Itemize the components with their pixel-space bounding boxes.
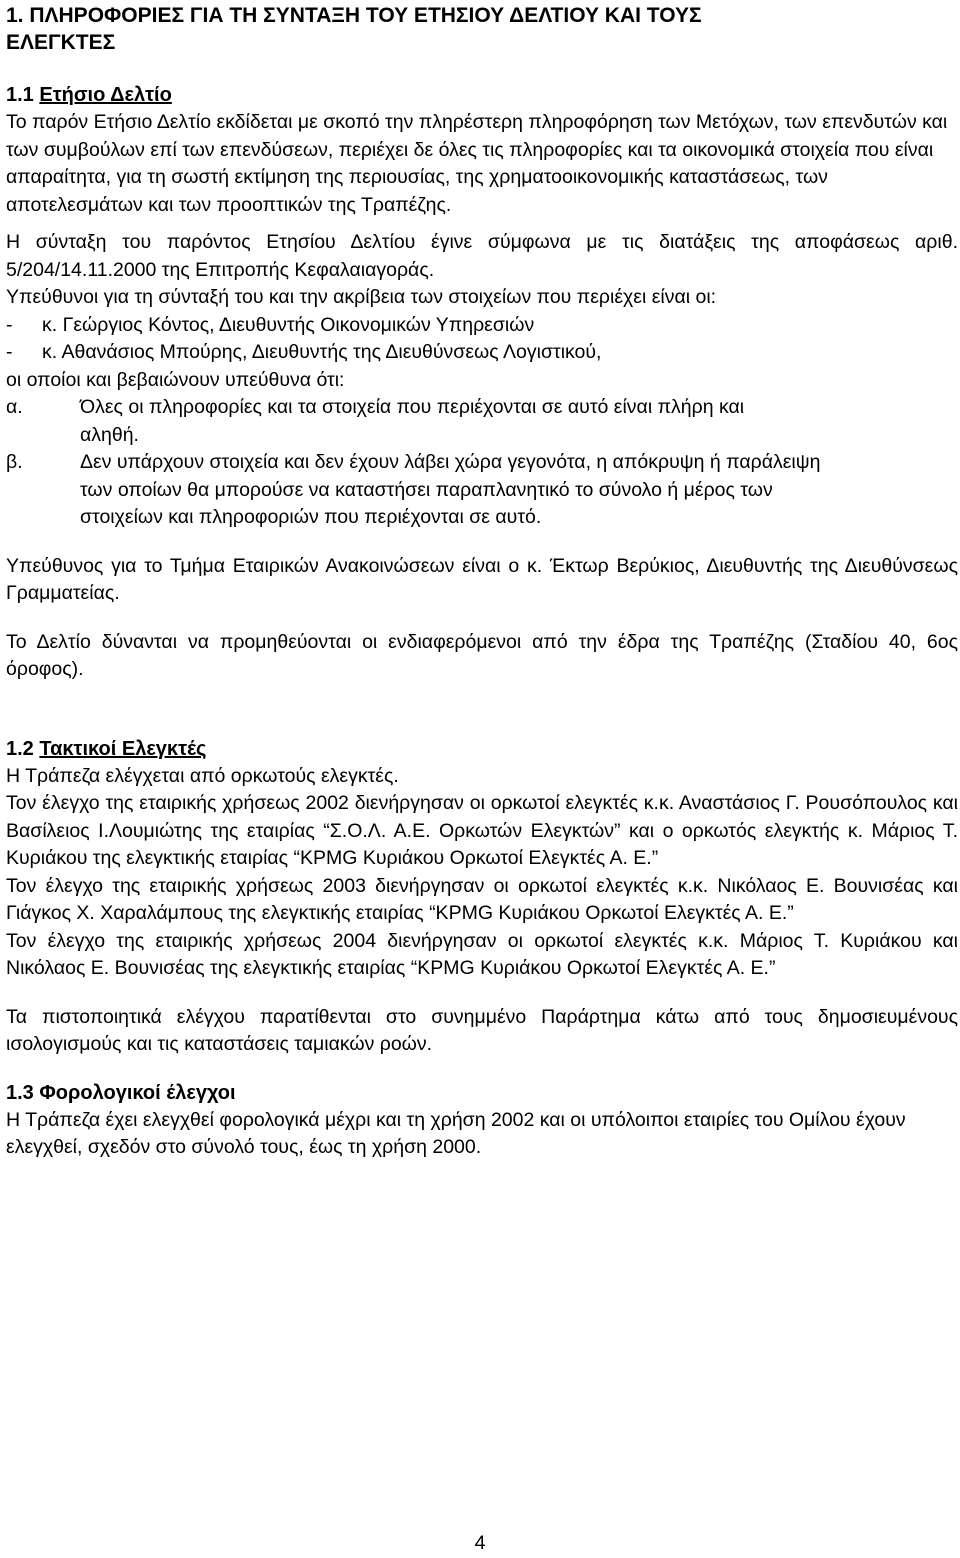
- auditors-intro: Η Τράπεζα ελέγχεται από ορκωτούς ελεγκτές.: [6, 764, 399, 787]
- tax-audit-paragraph: Η Τράπεζα έχει ελεγχθεί φορολογικά μέχρι και τη χρήση 2002 και οι υπόλοιποι εταιρίες του Ομίλου έχουν ελεγχθεί, σχεδόν στο σύνολό τους, έως τη χρήση 2000.: [6, 1108, 906, 1158]
- audit-2003-paragraph: Τον έλεγχο της εταιρικής χρήσεως 2003 διενήργησαν οι ορκωτοί ελεγκτές κ.κ. Νικόλαος Ε. Βουνισέας και Γιάγκος Χ. Χαραλάμπους της ελεγκτικής εταιρίας “KPMG Κυριάκου Ορκωτοί Ελεγκτές Α. Ε.”: [6, 874, 958, 924]
- list-marker-a: α.: [6, 396, 23, 418]
- availability-paragraph: Το Δελτίο δύνανται να προμηθεύονται οι ενδιαφερόμενοι από την έδρα της Τραπέζης (Σταδίου 40, 6ος όροφος).: [6, 630, 958, 680]
- section-1-1-number: 1.1: [6, 84, 34, 106]
- corporate-announcements-paragraph: Υπεύθυνος για το Τμήμα Εταιρικών Ανακοινώσεων είναι ο κ. Έκτωρ Βερύκιος, Διευθυντής της Διευθύνσεως Γραμματείας.: [6, 554, 958, 604]
- section-1-1-title-text: Ετήσιο Δελτίο: [39, 84, 172, 106]
- compliance-paragraph: Η σύνταξη του παρόντος Ετησίου Δελτίου έγινε σύμφωνα με τις διατάξεις της αποφάσεως αριθ. 5/204/14.11.2000 της Επιτροπής Κεφαλαιαγοράς.: [6, 231, 958, 281]
- dash-marker: -: [6, 341, 13, 363]
- section-1-1-title: [6, 82, 958, 109]
- audit-2002-paragraph: Τον έλεγχο της εταιρικής χρήσεως 2002 διενήργησαν οι ορκωτοί ελεγκτές κ.κ. Αναστάσιος Γ. Ρουσόπουλος και Βασίλειος Ι.Λουμιώτης της εταιρίας “Σ.Ο.Λ. Α.Ε. Ορκωτών Ελεγκτών” και ο ορκωτός ελεγκτής κ. Μάριος Τ. Κυριάκου της ελεγκτικής εταιρίας “KPMG Κυριάκου Ορκωτοί Ελεγκτές Α. Ε.”: [6, 792, 958, 869]
- intro-paragraph: Το παρόν Ετήσιο Δελτίο εκδίδεται με σκοπό την πληρέστερη πληροφόρηση των Μετόχων, των επενδυτών και των συμβούλων επί των επενδύσεων, περιέχει δε όλες τις πληροφορίες και τα οικονομικά στοιχεία που είναι απαραίτητα, για τη σωστή εκτίμηση της περιουσίας, της χρηματοοικονομικής καταστάσεως, των αποτελεσμάτων και των προοπτικών της Τραπέζης.: [6, 111, 948, 216]
- section-1-2-title: [6, 736, 958, 763]
- list-item-b-text: Δεν υπάρχουν στοιχεία και δεν έχουν λάβει χώρα γεγονότα, η απόκρυψη ή παράλειψη των οποίων θα μπορούσε να καταστήσει παραπλανητικό το σύνολο ή μέρος των στοιχείων και πληροφοριών που περιέχονται σε αυτό.: [80, 451, 821, 528]
- responsible-person-2-text: κ. Αθανάσιος Μπούρης, Διευθυντής της Διευθύνσεως Λογιστικού,: [42, 341, 602, 363]
- list-marker-b: β.: [6, 451, 23, 473]
- responsible-intro: Υπεύθυνοι για τη σύνταξή του και την ακρίβεια των στοιχείων που περιέχει είναι οι:: [6, 286, 717, 308]
- section-1-3-title-text: Φορολογικοί έλεγχοι: [39, 1081, 236, 1104]
- section-1-3-number: 1.3: [6, 1081, 34, 1104]
- certificates-paragraph: Τα πιστοποιητικά ελέγχου παρατίθενται στο συνημμένο Παράρτημα κάτω από τους δημοσιευμένους ισολογισμούς και τις καταστάσεις ταμιακών ροών.: [6, 1005, 958, 1055]
- list-item-a: [6, 394, 958, 449]
- page-number: 4: [474, 1532, 486, 1554]
- section-1-2-number: 1.2: [6, 737, 34, 760]
- responsible-person-2: [6, 339, 958, 367]
- chapter-heading-line1: 1. ΠΛΗΡΟΦΟΡΙΕΣ ΓΙΑ ΤΗ ΣΥΝΤΑΞΗ ΤΟΥ ΕΤΗΣΙΟΥ ΔΕΛΤΙΟΥ ΚΑΙ ΤΟΥΣ: [6, 4, 702, 27]
- section-1-3-title: [6, 1080, 958, 1107]
- certify-text: οι οποίοι και βεβαιώνουν υπεύθυνα ότι:: [6, 368, 345, 391]
- section-1-2-title-text: Τακτικοί Ελεγκτές: [39, 737, 207, 760]
- chapter-heading-line2: ΕΛΕΓΚΤΕΣ: [6, 31, 116, 54]
- list-item-b: [6, 449, 958, 532]
- responsible-person-1: [6, 312, 958, 340]
- dash-marker: -: [6, 313, 13, 336]
- list-item-a-text: Όλες οι πληροφορίες και τα στοιχεία που περιέχονται σε αυτό είναι πλήρη και αληθή.: [80, 396, 745, 446]
- responsible-person-1-text: κ. Γεώργιος Κόντος, Διευθυντής Οικονομικών Υπηρεσιών: [42, 313, 535, 336]
- document-page: [6, 0, 958, 1162]
- audit-2004-paragraph: Τον έλεγχο της εταιρικής χρήσεως 2004 διενήργησαν οι ορκωτοί ελεγκτές κ.κ. Μάριος Τ. Κυριάκου και Νικόλαος Ε. Βουνισέας της ελεγκτικής εταιρίας “KPMG Κυριάκου Ορκωτοί Ελεγκτές Α. Ε.”: [6, 929, 958, 979]
- chapter-heading: [6, 2, 958, 56]
